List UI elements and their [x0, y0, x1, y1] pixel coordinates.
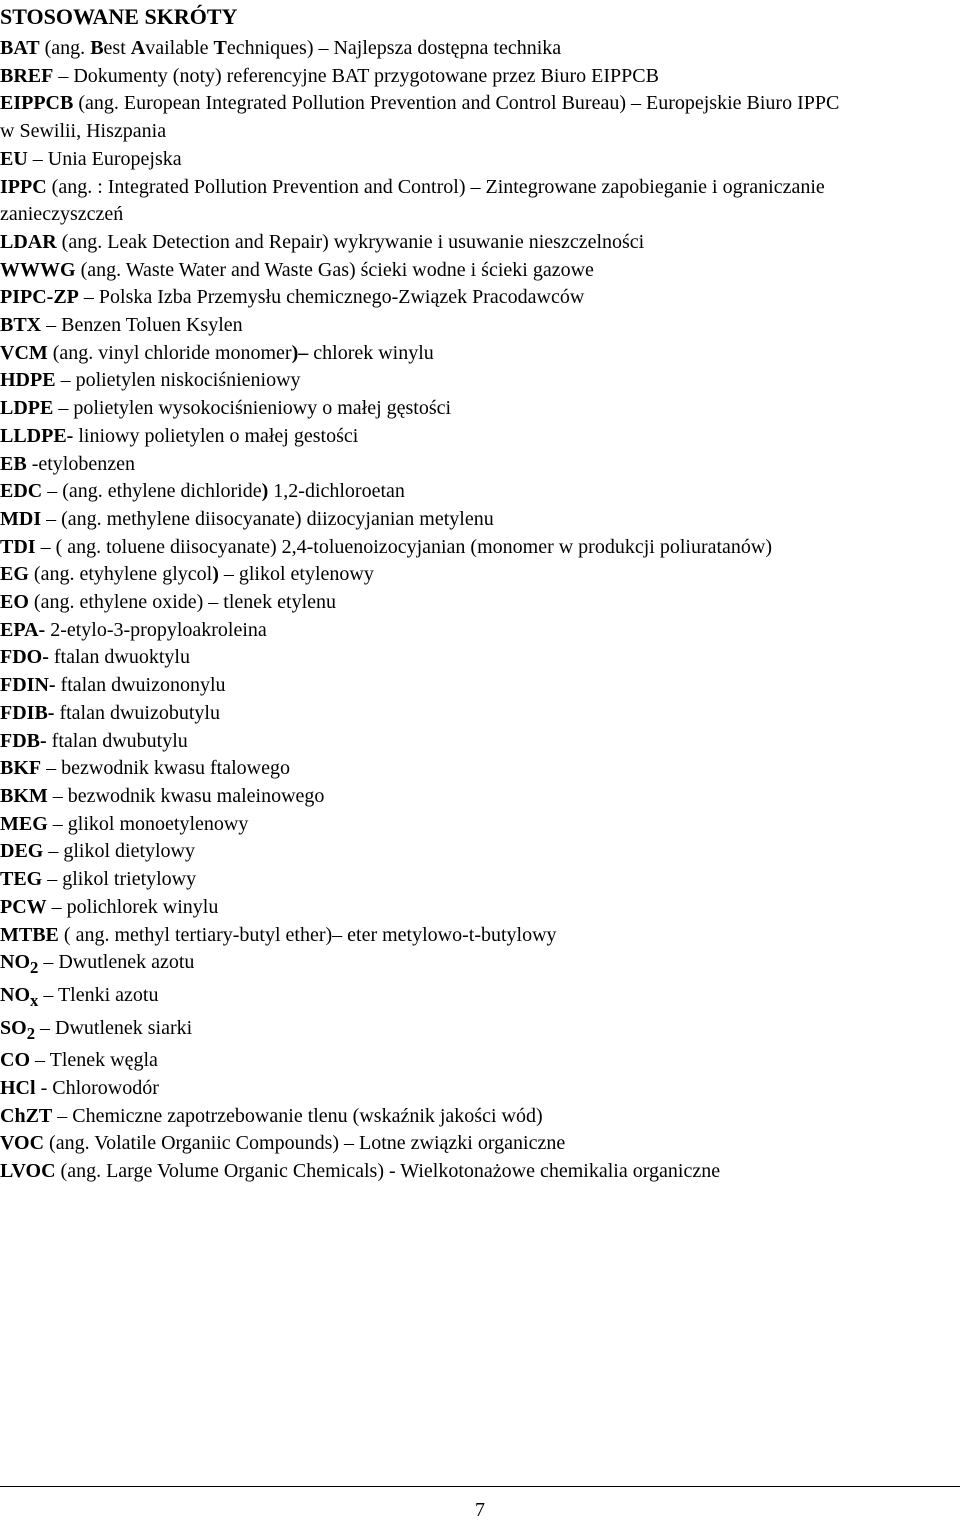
abbreviation-definition: – glikol etylenowy — [218, 563, 374, 586]
abbreviation-definition: chlorek winylu — [308, 341, 434, 364]
abbreviation-entry — [0, 423, 958, 451]
abbreviation-entry — [0, 617, 958, 645]
abbreviation-term: LVOC — [0, 1160, 56, 1183]
abbreviation-definition: (ang. ethylene oxide) – tlenek etylenu — [28, 591, 337, 614]
abbreviation-entry — [0, 257, 958, 285]
bold-text: T — [213, 37, 227, 59]
abbreviation-definition: ftalan dwuizobutylu — [54, 701, 220, 724]
abbreviation-definition: echniques) – Najlepsza dostępna technika — [226, 37, 562, 59]
abbreviation-definition: (ang. vinyl chloride monomer — [47, 341, 292, 364]
abbreviation-definition: - Chlorowodór — [35, 1077, 159, 1100]
abbreviation-entry — [0, 395, 958, 423]
abbreviation-term: MEG — [0, 812, 48, 835]
abbreviation-term: EDC — [0, 480, 43, 503]
abbreviation-definition: ftalan dwuizononylu — [55, 674, 226, 697]
abbreviation-entry — [0, 534, 958, 562]
abbreviation-definition: – Chemiczne zapotrzebowanie tlenu (wskaźnik jakości wód) — [52, 1104, 543, 1127]
abbreviation-term: EG — [0, 563, 29, 586]
subscript: x — [30, 990, 39, 1010]
abbreviation-entry — [0, 894, 958, 922]
abbreviation-definition: – Polska Izba Przemysłu chemicznego-Związek Pracodawców — [78, 286, 585, 309]
abbreviation-definition: – glikol dietylowy — [43, 840, 196, 863]
abbreviation-definition: (ang. — [39, 37, 91, 59]
abbreviation-term: PCW — [0, 895, 47, 918]
abbreviation-term: MTBE — [0, 923, 59, 946]
abbreviation-term: EB — [0, 452, 27, 475]
subscript: 2 — [26, 1023, 36, 1043]
abbreviation-definition: (ang. Volatile Organiic Compounds) – Lotne związki organiczne — [44, 1132, 566, 1155]
abbreviation-term: VCM — [0, 341, 48, 364]
abbreviation-term: FDIB- — [0, 701, 55, 724]
abbreviation-term: EIPPCB — [0, 92, 74, 115]
abbreviation-entry — [0, 866, 958, 894]
abbreviation-entry — [0, 478, 958, 506]
abbreviation-entry — [0, 229, 958, 257]
abbreviation-definition: (ang. etyhylene glycol — [28, 563, 213, 586]
abbreviation-definition: – bezwodnik kwasu maleinowego — [47, 784, 325, 807]
abbreviation-term: LLDPE- — [0, 424, 74, 447]
abbreviation-entry — [0, 922, 958, 950]
abbreviation-term: BTX — [0, 314, 42, 337]
abbreviation-definition: – Unia Europejska — [27, 147, 182, 170]
abbreviation-definition: – polietylen niskociśnieniowy — [55, 369, 301, 392]
abbreviation-entry — [0, 174, 850, 229]
abbreviation-term: DEG — [0, 840, 44, 863]
abbreviation-term: FDO- — [0, 646, 49, 669]
abbreviation-entry — [0, 1158, 958, 1186]
abbreviation-term: EPA- — [0, 618, 46, 641]
abbreviation-entry — [0, 90, 850, 145]
abbreviation-entry — [0, 811, 958, 839]
abbreviation-definition: (ang. Large Volume Organic Chemicals) - Wielkotonażowe chemikalia organiczne — [55, 1160, 721, 1183]
abbreviation-term: BKF — [0, 757, 42, 780]
abbreviation-entry — [0, 1015, 958, 1048]
abbreviation-definition: (ang. : Integrated Pollution Prevention and Control) – Zintegrowane zapobieganie i ograniczanie zanieczyszczeń — [0, 175, 825, 226]
abbreviation-entry — [0, 506, 958, 534]
abbreviation-term: LDPE — [0, 397, 54, 420]
abbreviation-entry — [0, 561, 958, 589]
abbreviation-definition: 2-etylo-3-propyloakroleina — [45, 618, 267, 641]
abbreviation-definition: – ( ang. toluene diisocyanate) 2,4-toluenoizocyjanian (monomer w produkcji poliuratanów) — [35, 535, 773, 558]
abbreviation-entry — [0, 1075, 958, 1103]
abbreviation-entry — [0, 35, 958, 63]
abbreviation-term: NO — [0, 983, 30, 1006]
abbreviation-term: MDI — [0, 507, 42, 530]
abbreviation-entry — [0, 63, 958, 91]
abbreviation-definition: – Dwutlenek azotu — [38, 951, 195, 974]
abbreviation-entry — [0, 755, 958, 783]
page-title: STOSOWANE SKRÓTY — [0, 4, 238, 29]
abbreviation-definition: est — [103, 37, 131, 59]
abbreviation-entry — [0, 700, 958, 728]
abbreviation-term: HDPE — [0, 369, 56, 392]
abbreviation-term: ChZT — [0, 1104, 53, 1127]
abbreviation-term: EU — [0, 147, 28, 170]
footer-divider — [0, 1486, 960, 1487]
page-number: 7 — [475, 1499, 485, 1521]
abbreviation-definition: – polietylen wysokociśnieniowy o małej gęstości — [53, 397, 452, 420]
abbreviation-definition: – Dwutlenek siarki — [35, 1016, 193, 1039]
abbreviation-term: IPPC — [0, 175, 47, 198]
abbreviation-term: BKM — [0, 784, 48, 807]
abbreviation-definition: ftalan dwubutylu — [46, 729, 188, 752]
abbreviation-definition: (ang. Waste Water and Waste Gas) ścieki wodne i ścieki gazowe — [75, 258, 594, 281]
abbreviation-term: PIPC-ZP — [0, 286, 79, 309]
bold-text: ) — [212, 563, 219, 586]
abbreviation-definition: – glikol monoetylenowy — [47, 812, 249, 835]
abbreviation-list — [0, 35, 958, 1186]
abbreviation-entry — [0, 644, 958, 672]
abbreviation-entry — [0, 146, 958, 174]
abbreviation-definition: ftalan dwuoktylu — [48, 646, 190, 669]
abbreviation-entry — [0, 949, 958, 982]
abbreviation-entry — [0, 728, 958, 756]
abbreviation-definition: – Tlenek węgla — [30, 1049, 158, 1072]
abbreviation-definition: ( ang. methyl tertiary-butyl ether)– eter metylowo-t-butylowy — [58, 923, 557, 946]
abbreviation-term: BREF — [0, 64, 54, 87]
abbreviation-entry — [0, 783, 958, 811]
abbreviation-entry — [0, 1047, 958, 1075]
abbreviation-term: EO — [0, 591, 29, 614]
abbreviation-term: TDI — [0, 535, 36, 558]
bold-text: B — [90, 37, 104, 59]
abbreviation-entry — [0, 284, 958, 312]
abbreviation-definition: – Dokumenty (noty) referencyjne BAT przygotowane przez Biuro EIPPCB — [53, 64, 659, 87]
bold-text: A — [130, 37, 146, 59]
abbreviation-definition: 1,2-dichloroetan — [268, 480, 405, 503]
abbreviation-term: FDB- — [0, 729, 47, 752]
abbreviation-definition: – Benzen Toluen Ksylen — [41, 314, 243, 337]
abbreviation-term: SO — [0, 1016, 27, 1039]
abbreviation-definition: (ang. Leak Detection and Repair) wykrywanie i usuwanie nieszczelności — [56, 230, 645, 253]
abbreviation-term: FDIN- — [0, 674, 56, 697]
abbreviation-entry — [0, 672, 958, 700]
abbreviation-term: BAT — [0, 37, 40, 59]
abbreviation-entry — [0, 1130, 958, 1158]
abbreviation-entry — [0, 982, 958, 1015]
abbreviation-entry — [0, 312, 958, 340]
abbreviation-entry — [0, 1103, 958, 1131]
abbreviation-entry — [0, 838, 958, 866]
abbreviation-entry — [0, 451, 958, 479]
abbreviation-definition: – bezwodnik kwasu ftalowego — [41, 757, 290, 780]
abbreviation-term: NO — [0, 951, 30, 974]
abbreviation-definition: – Tlenki azotu — [38, 983, 159, 1006]
abbreviation-definition: – (ang. ethylene dichloride — [42, 480, 262, 503]
bold-text: ) — [261, 480, 269, 503]
abbreviation-definition: vailable — [145, 37, 214, 59]
abbreviation-term: TEG — [0, 868, 43, 891]
subscript: 2 — [30, 958, 39, 978]
abbreviation-definition: – (ang. methylene diisocyanate) diizocyjanian metylenu — [41, 507, 494, 530]
abbreviation-definition: – polichlorek winylu — [46, 895, 219, 918]
abbreviation-definition: liniowy polietylen o małej gestości — [73, 424, 359, 447]
abbreviation-term: WWWG — [0, 258, 76, 281]
bold-text: )– — [291, 341, 309, 364]
abbreviation-entry — [0, 367, 958, 395]
abbreviation-term: VOC — [0, 1132, 45, 1155]
abbreviation-definition: (ang. European Integrated Pollution Prevention and Control Bureau) – Europejskie Biuro IPPC w Sewilii, Hiszpania — [0, 92, 840, 143]
abbreviation-definition: -etylobenzen — [26, 452, 135, 475]
abbreviation-entry — [0, 340, 958, 368]
abbreviation-entry — [0, 589, 958, 617]
abbreviation-definition: – glikol trietylowy — [42, 868, 197, 891]
abbreviation-term: HCl — [0, 1077, 36, 1100]
abbreviation-term: LDAR — [0, 230, 57, 253]
abbreviation-term: CO — [0, 1049, 30, 1072]
